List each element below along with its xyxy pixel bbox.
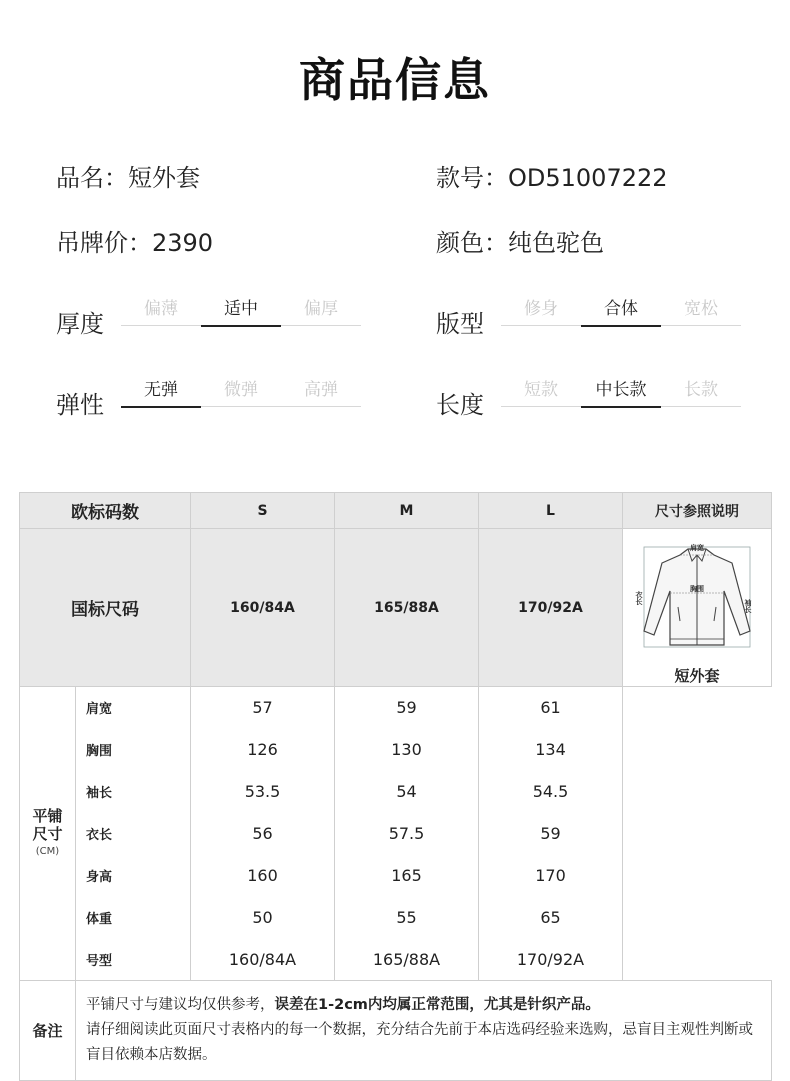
measurement-value: 65 bbox=[479, 897, 623, 939]
measurement-value: 61 bbox=[479, 687, 623, 729]
option-slight-stretch: 微弹 bbox=[224, 380, 258, 400]
measurement-value: 170 bbox=[479, 855, 623, 897]
shoulder-label: 肩宽 bbox=[690, 544, 704, 552]
option-thin: 偏薄 bbox=[144, 299, 178, 319]
table-row bbox=[20, 855, 772, 897]
size-m-header: M bbox=[335, 493, 479, 529]
option-high-stretch: 高弹 bbox=[304, 380, 338, 400]
scale-line bbox=[121, 406, 201, 408]
scale-line bbox=[281, 325, 361, 326]
product-color: 颜色：纯色驼色 bbox=[436, 229, 604, 257]
attribute-label: 厚度 bbox=[56, 310, 104, 338]
note-row bbox=[20, 981, 772, 1081]
measurement-value: 130 bbox=[335, 729, 479, 771]
flat-size-label-line2: 尺寸 bbox=[32, 824, 63, 843]
option-medium: 适中 bbox=[224, 299, 258, 319]
eu-size-label: 欧标码数 bbox=[20, 493, 191, 529]
measurement-value: 134 bbox=[479, 729, 623, 771]
cn-size-row bbox=[20, 529, 772, 687]
scale-line bbox=[501, 325, 581, 326]
measurement-value: 59 bbox=[479, 813, 623, 855]
table-row bbox=[20, 897, 772, 939]
measurement-label: 肩宽 bbox=[76, 687, 191, 729]
note-text bbox=[76, 981, 772, 1081]
measurement-value: 170/92A bbox=[479, 939, 623, 981]
attribute-label: 长度 bbox=[436, 391, 484, 419]
scale-line bbox=[201, 325, 281, 327]
measurement-label: 号型 bbox=[76, 939, 191, 981]
size-s-header: S bbox=[191, 493, 335, 529]
table-row bbox=[20, 771, 772, 813]
measurement-label: 体重 bbox=[76, 897, 191, 939]
sleeve-label: 袖长 bbox=[744, 599, 752, 613]
unit-label: (CM) bbox=[35, 845, 60, 857]
size-reference-header: 尺寸参照说明 bbox=[623, 493, 772, 529]
scale-line bbox=[121, 325, 201, 326]
scale-line bbox=[661, 406, 741, 407]
measurement-value: 165/88A bbox=[335, 939, 479, 981]
option-regular: 合体 bbox=[604, 299, 638, 319]
table-row bbox=[20, 939, 772, 981]
size-table bbox=[19, 492, 772, 1081]
tag-price: 吊牌价：2390 bbox=[56, 229, 214, 257]
measurement-value: 50 bbox=[191, 897, 335, 939]
cn-size-l: 170/92A bbox=[479, 529, 623, 687]
chest-label: 胸围 bbox=[690, 585, 704, 593]
measurement-value: 54.5 bbox=[479, 771, 623, 813]
diagram-item-name: 短外套 bbox=[674, 667, 720, 685]
table-row bbox=[20, 729, 772, 771]
measurement-label: 衣长 bbox=[76, 813, 191, 855]
scale-line bbox=[501, 406, 581, 407]
size-header-row bbox=[20, 493, 772, 529]
option-thick: 偏厚 bbox=[304, 299, 338, 319]
size-l-header: L bbox=[479, 493, 623, 529]
measurement-value: 59 bbox=[335, 687, 479, 729]
measurement-label: 袖长 bbox=[76, 771, 191, 813]
measurement-value: 53.5 bbox=[191, 771, 335, 813]
jacket-diagram bbox=[636, 541, 758, 653]
scale-line bbox=[661, 325, 741, 326]
measurement-value: 57.5 bbox=[335, 813, 479, 855]
measurement-value: 160/84A bbox=[191, 939, 335, 981]
option-short: 短款 bbox=[524, 380, 558, 400]
flat-size-label-line1: 平铺 bbox=[32, 806, 63, 825]
flat-size-label bbox=[20, 687, 76, 981]
note-line1: 平铺尺寸与建议均仅供参考， bbox=[86, 997, 275, 1013]
scale-line bbox=[281, 406, 361, 407]
size-rows bbox=[20, 687, 772, 981]
measurement-value: 126 bbox=[191, 729, 335, 771]
measurement-value: 57 bbox=[191, 687, 335, 729]
option-loose: 宽松 bbox=[684, 299, 718, 319]
measurement-label: 身高 bbox=[76, 855, 191, 897]
size-reference-cell bbox=[623, 529, 772, 687]
product-name: 品名：短外套 bbox=[56, 164, 200, 192]
table-row bbox=[20, 813, 772, 855]
attribute-label: 版型 bbox=[436, 310, 484, 338]
scale-line bbox=[201, 406, 281, 407]
attribute-label: 弹性 bbox=[56, 391, 104, 419]
measurement-label: 胸围 bbox=[76, 729, 191, 771]
scale-line bbox=[581, 325, 661, 327]
page-title: 商品信息 bbox=[299, 53, 491, 107]
style-number: 款号：OD51007222 bbox=[436, 164, 668, 192]
measurement-value: 56 bbox=[191, 813, 335, 855]
length-label: 衣长 bbox=[635, 591, 643, 605]
table-row bbox=[20, 687, 772, 729]
scale-line bbox=[581, 406, 661, 408]
option-long: 长款 bbox=[684, 380, 718, 400]
note-label: 备注 bbox=[20, 981, 76, 1081]
measurement-value: 160 bbox=[191, 855, 335, 897]
cn-size-label: 国标尺码 bbox=[20, 529, 191, 687]
note-line2: 请仔细阅读此页面尺寸表格内的每一个数据，充分结合先前于本店选码经验来选购，忌盲目主观性判断或盲目依赖本店数据。 bbox=[86, 1022, 753, 1063]
measurement-value: 55 bbox=[335, 897, 479, 939]
option-no-stretch: 无弹 bbox=[144, 380, 178, 400]
note-line1-emphasis: 误差在1-2cm内均属正常范围，尤其是针织产品。 bbox=[274, 997, 600, 1013]
option-slim: 修身 bbox=[524, 299, 558, 319]
cn-size-s: 160/84A bbox=[191, 529, 335, 687]
measurement-value: 54 bbox=[335, 771, 479, 813]
option-mid-length: 中长款 bbox=[595, 380, 647, 400]
measurement-value: 165 bbox=[335, 855, 479, 897]
cn-size-m: 165/88A bbox=[335, 529, 479, 687]
